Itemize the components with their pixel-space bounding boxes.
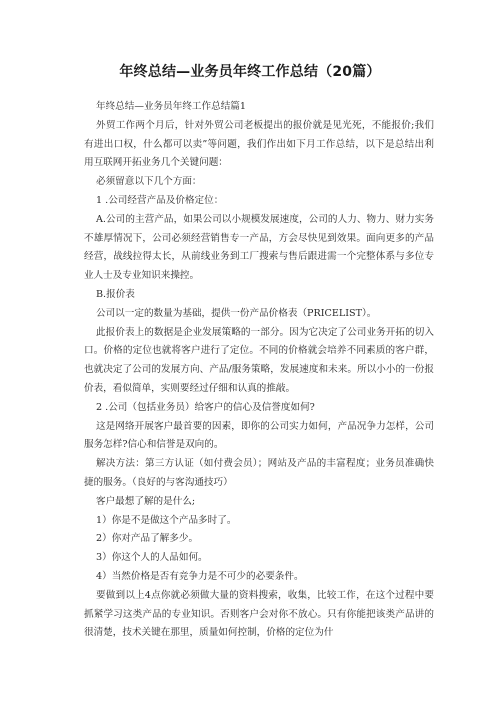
list-heading: B.报价表: [96, 288, 135, 300]
list-item: 3）你这个人的人品如何。: [96, 552, 208, 564]
list-heading: 1 .公司经营产品及价格定位：: [96, 194, 224, 206]
list-heading: 2 .公司（包括业务员）给客户的信心及信誉度如何?: [96, 401, 315, 413]
body-paragraph: 客户最想了解的是什么;: [96, 495, 196, 507]
section-heading: 年终总结—业务员年终工作总结篇1: [96, 101, 247, 112]
document-body: [84, 98, 434, 643]
body-paragraph: 要做到以上4点你就必须做大量的资料搜索，收集，比较工作，在这个过程中要抓紧学习这类产品的专业知识。否则客户会对你不放心。只有你能把该类产品讲的很清楚，技术关键在那里，质量如何控制，价格的定位为什: [84, 589, 434, 639]
list-item: 2）你对产品了解多少。: [96, 533, 199, 545]
body-paragraph: A.公司的主营产品，如果公司以小规模发展速度，公司的人力、物力、财力实务不雄厚情况下，公司必须经营销售专一产品，方会尽快见到效果。面向更多的产品经营，战线拉得太长，从前线业务到工厂搜索与售后跟进需一个完整体系与多位专业人士及专业知识来操控。: [84, 213, 434, 282]
list-item: 4）当然价格是否有竞争力是不可少的必要条件。: [96, 570, 304, 582]
list-item: 1）你是不是做这个产品多时了。: [96, 514, 237, 526]
document-title: 年终总结—业务员年终工作总结（20篇）: [119, 64, 381, 80]
body-paragraph: 公司以一定的数量为基础，提供一份产品价格表（PRICELIST）。: [96, 307, 377, 319]
body-paragraph: 必须留意以下几个方面：: [96, 176, 202, 188]
body-paragraph: 这是网络开展客户最首要的因素，即你的公司实力如何，产品况争力怎样，公司服务怎样?信心和信誉是双向的。: [84, 420, 434, 451]
body-paragraph: 此报价表上的数据是企业发展策略的一部分。因为它决定了公司业务开拓的切入口。价格的定位也就将客户进行了定位。不同的价格就会培养不同素质的客户群，也就决定了公司的发展方向、产品/服务策略，发展速度和未来。所以小小的一份报价表，看似简单，实则要经过仔细和认真的推敲。: [84, 326, 434, 394]
body-paragraph: 外贸工作两个月后，针对外贸公司老板提出的报价就是见光死，不能报价;我们有进出口权，什么都可以卖”等问题，我们作出如下月工作总结，以下是总结出利用互联网开拓业务几个关键问题：: [84, 119, 434, 169]
body-paragraph: 解决方法：第三方认证（如付费会员）；网站及产品的丰富程度；业务员准确快捷的服务。（良好的与客沟通技巧）: [84, 458, 434, 488]
